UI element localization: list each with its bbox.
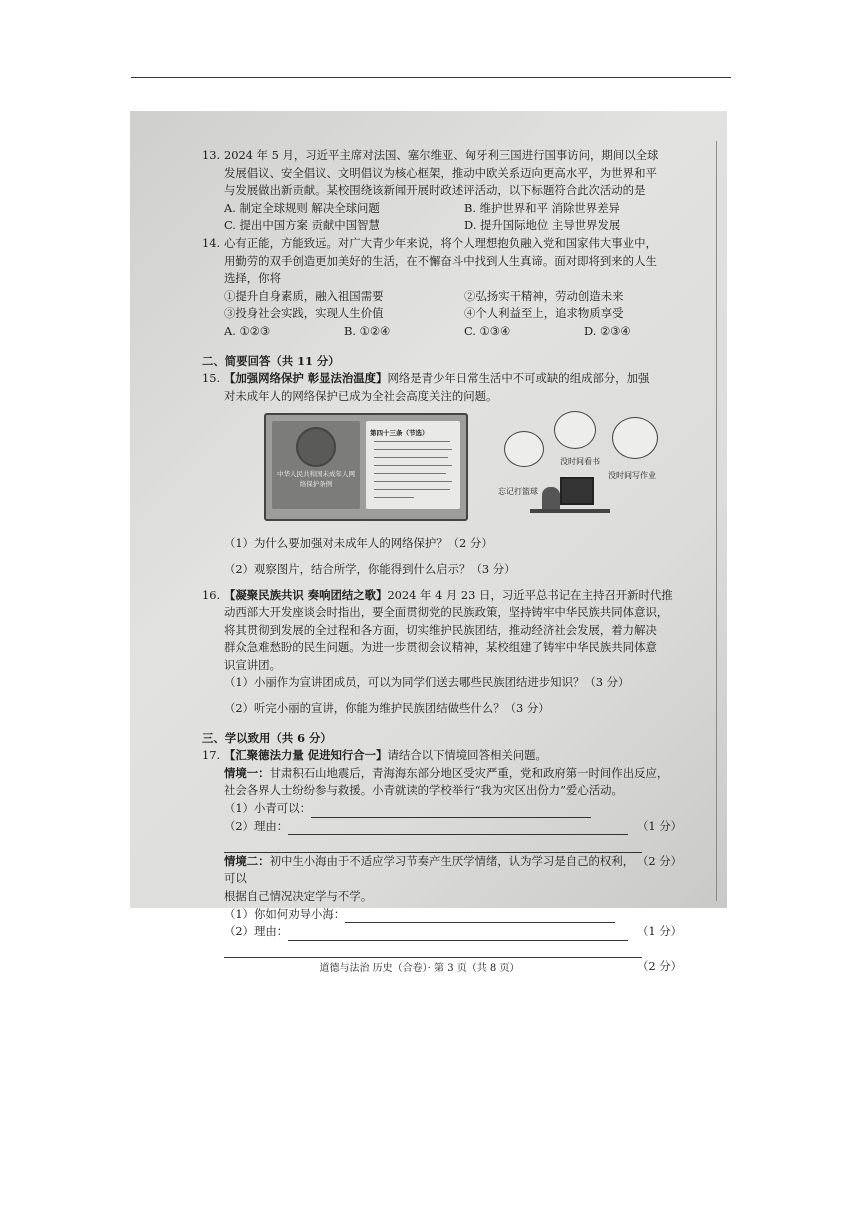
question-text: 动西部大开发座谈会时指出，要全面贯彻党的民族政策，坚持铸牢中华民族共同体意识， xyxy=(224,605,669,620)
label-homework: 没时间写作业 xyxy=(608,471,656,481)
thought-bubble-basketball xyxy=(504,431,544,467)
points: （2 分） xyxy=(636,853,682,868)
text-line xyxy=(374,441,450,442)
question-text: 群众急难愁盼的民生问题。为进一步贯彻会议精神，某校组建了铸牢中华民族共同体意 xyxy=(224,640,657,655)
scenario-text: 甘肃积石山地震后，青海海东部分地区受灾严重，党和政府第一时间作出反应， xyxy=(269,765,669,780)
option-b: B. ①②④ xyxy=(344,323,391,338)
exam-content xyxy=(202,147,682,978)
question-title: 【凝聚民族共识 奏响团结之歌】 xyxy=(224,587,388,602)
sub-question: （2）听完小丽的宣讲，你能为维护民族团结做些什么？（3 分） xyxy=(224,701,550,716)
question-text: 将其贯彻到发展的全过程和各方面，切实维护民族团结，推动经济社会发展，着力解决 xyxy=(224,622,657,637)
article-title: 第四十三条（节选） xyxy=(370,429,429,438)
question-text: 与发展做出新贡献。某校围绕该新闻开展时政述评活动，以下标题符合此次活动的是 xyxy=(224,183,646,198)
book-title: 中华人民共和国未成年人网络保护条例 xyxy=(277,470,355,489)
law-book-illustration xyxy=(264,413,468,521)
option-a: A. ①②③ xyxy=(224,323,271,338)
points: （1 分） xyxy=(636,818,682,833)
points: （2 分） xyxy=(636,959,682,974)
question-text: 选择，你将 xyxy=(224,271,281,286)
statement-1: ①提升自身素质，融入祖国需要 xyxy=(224,288,384,303)
scenario-text: 初中生小海由于不适应学习节奏产生厌学情绪，认为学习是自己的权利，可以 xyxy=(224,853,635,886)
page-footer: 道德与法治 历史（合卷）· 第 3 页（共 8 页） xyxy=(319,963,520,975)
sub-question: （2）观察图片，结合所学，你能得到什么启示？（3 分） xyxy=(224,561,516,576)
sub-question: （1）为什么要加强对未成年人的网络保护？（2 分） xyxy=(224,536,493,551)
text-line xyxy=(374,449,452,450)
text-line xyxy=(374,473,446,474)
text-line xyxy=(374,497,414,498)
question-text: 用勤劳的双手创造更加美好的生活，在不懈奋斗中找到人生真谛。面对即将到来的人生 xyxy=(224,253,657,268)
label-basketball: 忘记打篮球 xyxy=(498,487,538,497)
question-number: 15. xyxy=(202,371,221,386)
question-15 xyxy=(202,370,682,578)
option-d: D. 提升国际地位 主导世界发展 xyxy=(464,218,621,233)
question-16 xyxy=(202,587,682,718)
text-line xyxy=(374,481,452,482)
question-text: 2024 年 4 月 23 日，习近平总书记在主持召开新时代推 xyxy=(387,587,673,602)
book-cover xyxy=(272,421,360,509)
question-text: 识宣讲团。 xyxy=(224,657,281,672)
question-text: 2024 年 5 月，习近平主席对法国、塞尔维亚、匈牙利三国进行国事访问，期间以全球 xyxy=(224,148,659,162)
gaming-student-illustration xyxy=(484,409,684,527)
statements xyxy=(224,288,682,323)
options xyxy=(224,323,682,341)
national-emblem-icon xyxy=(296,427,336,467)
sub-question: （1）小丽作为宣讲团成员，可以为同学们送去哪些民族团结进步知识？（3 分） xyxy=(224,675,630,690)
label-book: 没时间看书 xyxy=(560,457,600,467)
question-title: 【汇聚德法力量 促进知行合一】 xyxy=(224,748,388,763)
option-c: C. 提出中国方案 贡献中国智慧 xyxy=(224,218,380,233)
options xyxy=(224,200,682,235)
answer-prompt: （1）小青可以： xyxy=(224,801,311,816)
option-a: A. 制定全球规则 解决全球问题 xyxy=(224,200,380,215)
question-number: 16. xyxy=(202,587,221,602)
desk xyxy=(530,509,610,513)
text-line xyxy=(374,465,452,466)
answer-prompt: （2）理由： xyxy=(224,924,289,939)
statement-4: ④个人利益至上，追求物质享受 xyxy=(464,306,624,321)
option-d: D. ②③④ xyxy=(584,323,631,338)
thought-bubble-homework xyxy=(612,417,658,459)
question-text: 发展倡议、安全倡议、文明倡议为核心框架，推动中欧关系迈向更高水平，为世界和平 xyxy=(224,165,657,180)
question-title: 【加强网络保护 彰显法治温度】 xyxy=(224,371,388,386)
answer-prompt: （1）你如何劝导小海： xyxy=(224,906,346,921)
question-number: 13. xyxy=(202,148,221,162)
thought-bubble-book xyxy=(554,411,596,449)
exam-page-photo xyxy=(130,111,727,975)
book-page xyxy=(366,421,460,509)
section-heading: 二、简要回答（共 11 分） xyxy=(202,353,340,368)
top-rule xyxy=(131,77,731,78)
question-13 xyxy=(202,147,682,235)
question-14 xyxy=(202,235,682,341)
scenario-label: 情境二： xyxy=(224,853,270,868)
question-number: 14. xyxy=(202,235,221,250)
question-text: 对未成年人的网络保护已成为全社会高度关注的问题。 xyxy=(224,388,498,403)
question-text: 网络是青少年日常生活中不可或缺的组成部分，加强 xyxy=(387,371,650,386)
text-line xyxy=(374,457,448,458)
statement-3: ③投身社会实践，实现人生价值 xyxy=(224,306,384,321)
computer-monitor-icon xyxy=(560,477,594,505)
answer-blank[interactable] xyxy=(224,957,642,958)
question-text: 请结合以下情境回答相关问题。 xyxy=(387,748,547,763)
statement-2: ②弘扬实干精神，劳动创造未来 xyxy=(464,288,624,303)
section-heading: 三、学以致用（共 6 分） xyxy=(202,730,332,745)
text-line xyxy=(374,489,450,490)
figure xyxy=(264,409,684,527)
question-number: 17. xyxy=(202,748,221,763)
scenario-text: 根据自己情况决定学与不学。 xyxy=(224,889,373,903)
page-edge xyxy=(716,141,717,901)
scenario-label: 情境一： xyxy=(224,765,270,780)
question-text: 心有正能，方能致远。对广大青少年来说，将个人理想抱负融入党和国家伟大事业中， xyxy=(224,235,657,250)
option-b: B. 维护世界和平 消除世界差异 xyxy=(464,200,620,215)
option-c: C. ①③④ xyxy=(464,323,511,338)
points: （1 分） xyxy=(636,924,682,939)
scenario-text: 社会各界人士纷纷参与救援。小青就读的学校举行“我为灾区出份力”爱心活动。 xyxy=(224,783,623,798)
answer-prompt: （2）理由： xyxy=(224,818,289,833)
